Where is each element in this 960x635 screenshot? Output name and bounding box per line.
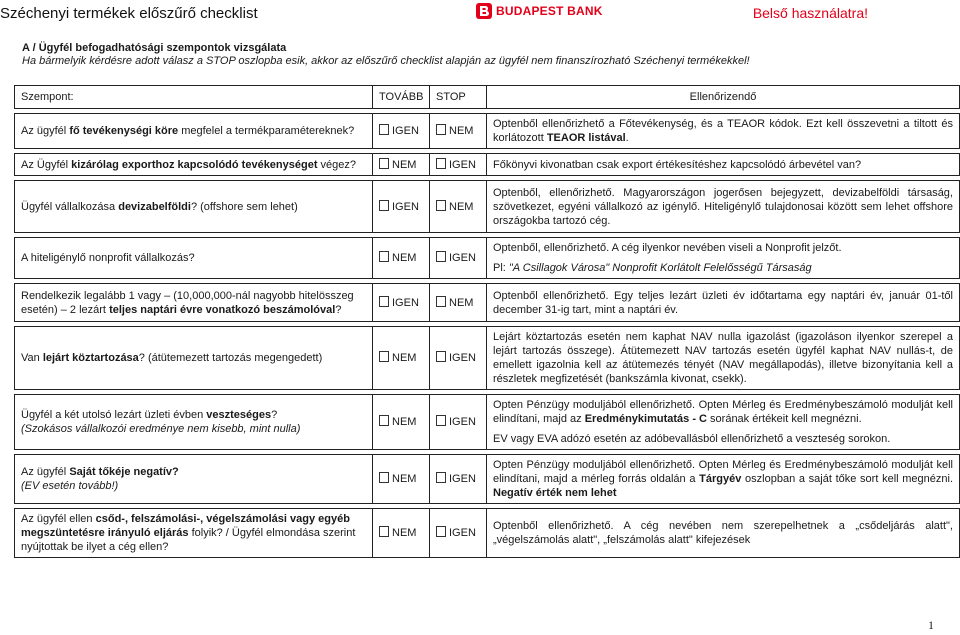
section-title: A / Ügyfél befogadhatósági szempontok vizsgálata	[22, 42, 287, 54]
option-label: IGEN	[449, 416, 476, 428]
checklist-table	[14, 85, 960, 558]
stop-option[interactable]	[430, 455, 487, 504]
option-label: NEM	[392, 158, 417, 171]
checkbox-icon[interactable]	[379, 251, 389, 262]
check-description-cell: Optenből ellenőrizhető a Főtevékenység, és a TEAOR kódok. Ezt kell összevetni a tiltott és korlátozott TEAOR listával.	[487, 114, 960, 149]
check-description-cell: Optenből, ellenőrizhető. Magyarországon jogerősen bejegyzett, devizabelföldi társaság, szövetkezet, egyéni vállalkozó az igénylő. Hiteligénylő tulajdonosai között sem lehet offshore országokba tartozó cég.	[487, 181, 960, 233]
option-label: NEM	[392, 527, 417, 539]
stop-option[interactable]	[430, 395, 487, 450]
check-description-cell: Főkönyvi kivonatban csak export értékesítéshez kapcsolódó árbevétel van?	[487, 154, 960, 176]
criterion-cell: Ügyfél a két utolsó lezárt üzleti évben veszteséges? (Szokásos vállalkozói eredménye nem kisebb, mint nulla)	[15, 395, 373, 450]
criterion-cell: Az ügyfél fő tevékenységi köre megfelel a termékparamétereknek?	[15, 114, 373, 149]
budapest-bank-logo-icon	[476, 3, 492, 19]
checklist-row	[15, 509, 960, 558]
check-description-cell: Opten Pénzügy moduljából ellenőrizhető. Opten Mérleg és Eredménybeszámoló modulját kell elindítani, majd az Eredménykimutatás - C sorának értékeit kell megnézni. EV vagy EVA adózó esetén az adóbevallásból ellenőrizhető a veszteség sorokon.	[487, 395, 960, 450]
internal-use-label: Belső használatra!	[752, 5, 868, 21]
option-label: NEM	[392, 352, 417, 364]
checkbox-icon[interactable]	[436, 124, 446, 135]
checklist-row	[15, 284, 960, 322]
header-criterion: Szempont:	[15, 86, 373, 109]
section-subtitle: Ha bármelyik kérdésre adott válasz a STOP oszlopba esik, akkor az előszűrő checklist alapján az ügyfél nem finanszírozható Széchenyi termékekkel!	[22, 55, 750, 67]
bank-name: BUDAPEST BANK	[496, 4, 603, 18]
continue-option[interactable]	[373, 327, 430, 390]
checkbox-icon[interactable]	[436, 200, 446, 211]
header-check: Ellenőrizendő	[487, 86, 960, 109]
continue-option[interactable]	[373, 154, 430, 176]
option-label: NEM	[449, 296, 474, 309]
checkbox-icon[interactable]	[379, 526, 389, 537]
continue-option[interactable]	[373, 181, 430, 233]
criterion-cell: Az Ügyfél kizárólag exporthoz kapcsolódó tevékenységet végez?	[15, 154, 373, 176]
option-label: NEM	[392, 416, 417, 428]
checkbox-icon[interactable]	[379, 158, 389, 169]
checkbox-icon[interactable]	[436, 296, 446, 307]
checklist-row	[15, 181, 960, 233]
criterion-cell: A hiteligénylő nonprofit vállalkozás?	[15, 238, 373, 279]
option-label: NEM	[392, 252, 417, 264]
continue-option[interactable]	[373, 284, 430, 322]
option-label: NEM	[392, 473, 417, 485]
checkbox-icon[interactable]	[379, 124, 389, 135]
checkbox-icon[interactable]	[436, 526, 446, 537]
checkbox-icon[interactable]	[379, 200, 389, 211]
page-number: 1	[928, 618, 934, 632]
stop-option[interactable]	[430, 509, 487, 558]
checkbox-icon[interactable]	[379, 351, 389, 362]
continue-option[interactable]	[373, 509, 430, 558]
header-continue: TOVÁBB	[373, 86, 430, 109]
criterion-cell: Ügyfél vállalkozása devizabelföldi? (offshore sem lehet)	[15, 181, 373, 233]
option-label: IGEN	[392, 296, 419, 309]
checklist-row	[15, 327, 960, 390]
criterion-cell: Az ügyfél Saját tőkéje negatív? (EV esetén tovább!)	[15, 455, 373, 504]
stop-option[interactable]	[430, 114, 487, 149]
criterion-cell: Az ügyfél ellen csőd-, felszámolási-, végelszámolási vagy egyéb megszüntetésre irányuló eljárás folyik? / Ügyfél elmondása szerint nyújtottak be ilyet a cég ellen?	[15, 509, 373, 558]
checklist-row	[15, 238, 960, 279]
checklist-row	[15, 395, 960, 450]
option-label: IGEN	[449, 473, 476, 485]
checkbox-icon[interactable]	[379, 415, 389, 426]
option-label: NEM	[449, 200, 474, 213]
check-description-cell: Lejárt köztartozás esetén nem kaphat NAV nulla igazolást (igazoláson ilyenkor szerepel a lejárt tartozás összege). Átütemezett NAV tartozás esetén ügyfél kaphat NAV nullás-t, de emellett igazolnia kell az átütemezés tényét (NAV megállapodás), illetve bizonyítania kell a részletek megfizetését (bankszámla kivonat, csekk).	[487, 327, 960, 390]
checkbox-icon[interactable]	[436, 158, 446, 169]
option-label: IGEN	[449, 252, 476, 264]
continue-option[interactable]	[373, 395, 430, 450]
checkbox-icon[interactable]	[436, 351, 446, 362]
checkbox-icon[interactable]	[379, 296, 389, 307]
option-label: IGEN	[392, 125, 419, 137]
option-label: IGEN	[449, 352, 476, 364]
checkbox-icon[interactable]	[436, 251, 446, 262]
stop-option[interactable]	[430, 284, 487, 322]
option-label: NEM	[449, 125, 474, 137]
option-label: IGEN	[449, 527, 476, 539]
criterion-cell: Van lejárt köztartozása? (átütemezett tartozás megengedett)	[15, 327, 373, 390]
continue-option[interactable]	[373, 455, 430, 504]
check-description-cell: Optenből, ellenőrizhető. A cég ilyenkor nevében viseli a Nonprofit jelzőt. Pl: "A Csillagok Városa" Nonprofit Korlátolt Felelősségű Társaság	[487, 238, 960, 279]
checkbox-icon[interactable]	[379, 472, 389, 483]
bank-logo	[476, 3, 603, 19]
check-description-cell: Optenből ellenőrizhető. Egy teljes lezárt üzleti év időtartama egy naptári év, január 01-től december 31-ig tart, mint a naptári év.	[487, 284, 960, 322]
continue-option[interactable]	[373, 238, 430, 279]
check-description-cell: Optenből ellenőrizhető. A cég nevében nem szerepelhetnek a „csődeljárás alatt", „végelszámolás alatt", „felszámolás alatt" kifejezések	[487, 509, 960, 558]
checklist-row	[15, 455, 960, 504]
stop-option[interactable]	[430, 154, 487, 176]
criterion-cell: Rendelkezik legalább 1 vagy – (10,000,000-nál nagyobb hitelösszeg esetén) – 2 lezárt teljes naptári évre vonatkozó beszámolóval?	[15, 284, 373, 322]
checklist-row	[15, 114, 960, 149]
option-label: IGEN	[449, 158, 476, 171]
stop-option[interactable]	[430, 181, 487, 233]
table-header-row	[15, 86, 960, 109]
document-title: Széchenyi termékek előszűrő checklist	[0, 5, 258, 22]
checklist-row	[15, 154, 960, 176]
stop-option[interactable]	[430, 327, 487, 390]
header-stop: STOP	[430, 86, 487, 109]
checkbox-icon[interactable]	[436, 415, 446, 426]
option-label: IGEN	[392, 200, 419, 213]
check-description-cell: Opten Pénzügy moduljából ellenőrizhető. Opten Mérleg és Eredménybeszámoló modulját kell elindítani, majd a mérleg forrás oldalán a Tárgyév oszlopban a saját tőke sort kell megnézni. Negatív érték nem lehet	[487, 455, 960, 504]
stop-option[interactable]	[430, 238, 487, 279]
checkbox-icon[interactable]	[436, 472, 446, 483]
continue-option[interactable]	[373, 114, 430, 149]
